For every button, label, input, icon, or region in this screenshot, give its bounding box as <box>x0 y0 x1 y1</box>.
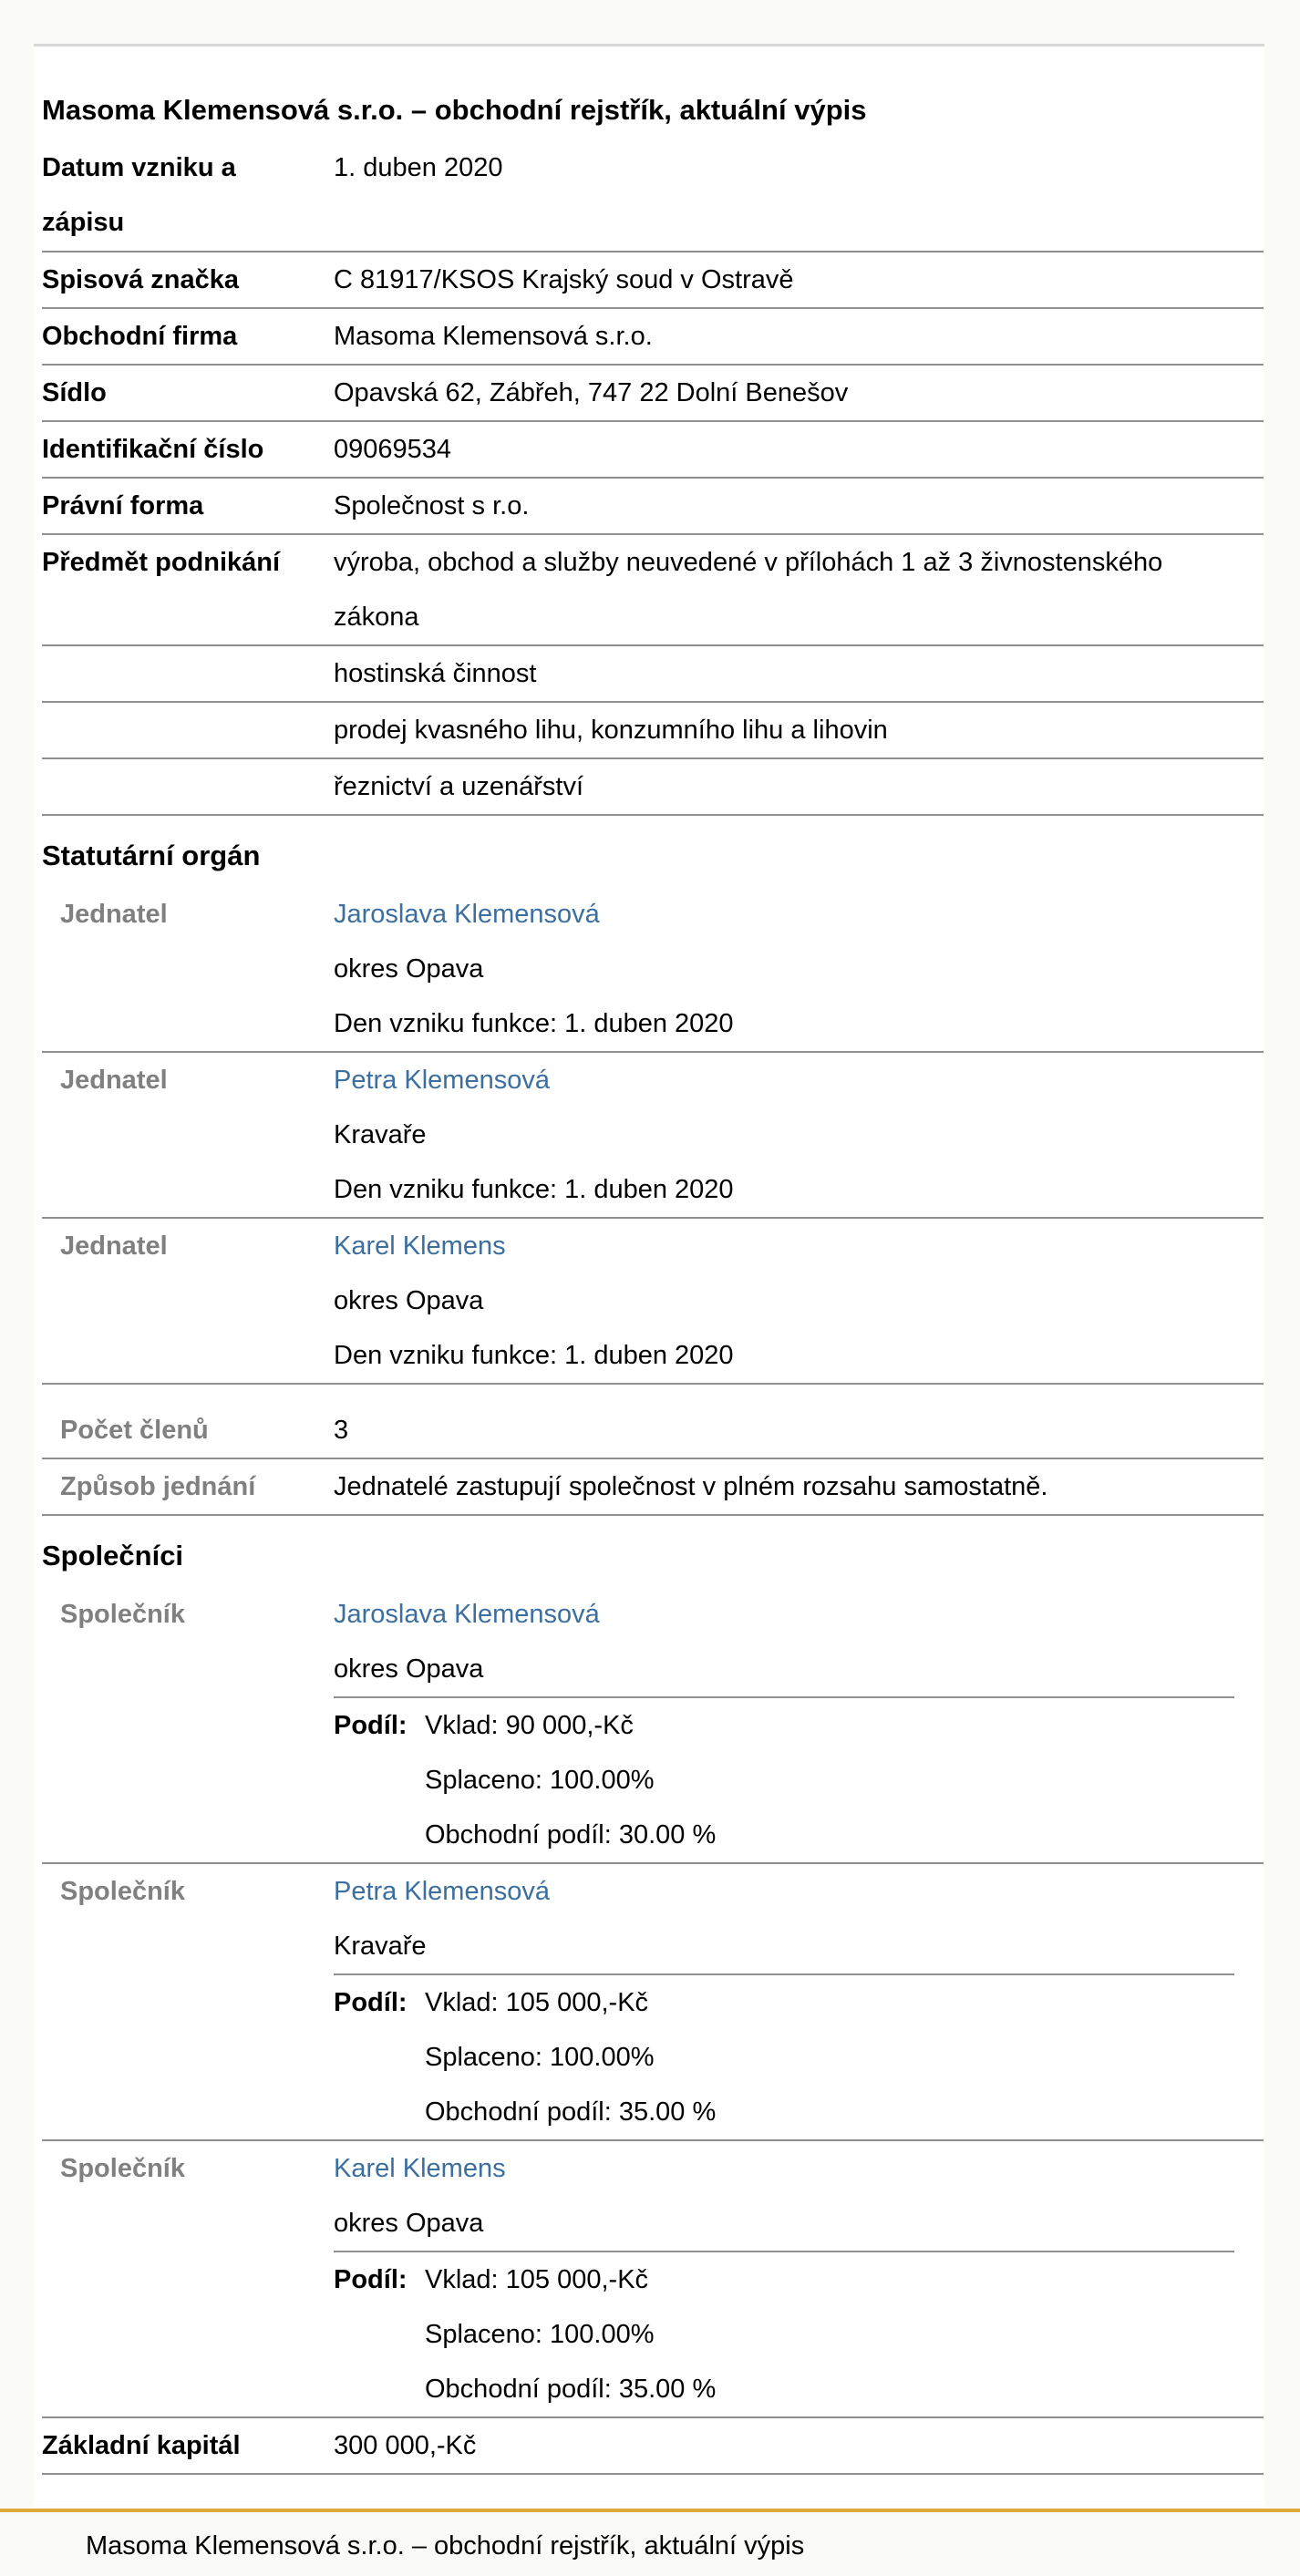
vklad-value: Vklad: 90 000,-Kč <box>425 1711 634 1740</box>
jednatel-since: Den vzniku funkce: 1. duben 2020 <box>334 1009 734 1038</box>
sidlo-value: Opavská 62, Zábřeh, 747 22 Dolní Benešov <box>334 378 849 407</box>
divider <box>42 2139 1264 2141</box>
predmet-item: výroba, obchod a služby neuvedené v přílohách 1 až 3 živnostenského <box>334 548 1163 577</box>
divider <box>42 477 1264 479</box>
predmet-item: prodej kvasného lihu, konzumního lihu a lihovin <box>334 716 888 745</box>
divider <box>42 1514 1264 1516</box>
pocet-value: 3 <box>334 1416 349 1445</box>
page-title: Masoma Klemensová s.r.o. – obchodní rejstřík, aktuální výpis <box>42 94 867 126</box>
predmet-item: řeznictví a uzenářství <box>334 772 583 801</box>
spolecnik-place: okres Opava <box>334 1654 484 1684</box>
divider <box>42 814 1264 816</box>
obchodni-podil-value: Obchodní podíl: 35.00 % <box>425 2375 717 2404</box>
forma-label: Právní forma <box>42 491 204 520</box>
footer-text: Masoma Klemensová s.r.o. – obchodní rejstřík, aktuální výpis <box>86 2531 805 2561</box>
jednatel-name-link[interactable]: Petra Klemensová <box>334 1066 550 1095</box>
datum-label-1: Datum vzniku a <box>42 153 236 182</box>
jednatel-name-link[interactable]: Karel Klemens <box>334 1231 506 1261</box>
divider <box>42 2473 1264 2475</box>
spisova-label: Spisová značka <box>42 265 239 294</box>
pocet-label: Počet členů <box>60 1416 209 1445</box>
vklad-value: Vklad: 105 000,-Kč <box>425 2265 649 2294</box>
spolecnik-label: Společník <box>60 1877 185 1906</box>
datum-value: 1. duben 2020 <box>334 153 503 182</box>
footer-divider <box>0 2509 1300 2512</box>
divider <box>42 757 1264 759</box>
spolecnik-place: Kravaře <box>334 1932 427 1961</box>
splaceno-value: Splaceno: 100.00% <box>425 2043 655 2072</box>
firma-value: Masoma Klemensová s.r.o. <box>334 322 653 351</box>
jednatel-since: Den vzniku funkce: 1. duben 2020 <box>334 1341 734 1370</box>
kapital-value: 300 000,-Kč <box>334 2431 477 2460</box>
podil-label: Podíl: <box>334 2265 408 2294</box>
spisova-value: C 81917/KSOS Krajský soud v Ostravě <box>334 265 794 294</box>
spolecnik-name-link[interactable]: Jaroslava Klemensová <box>334 1600 600 1629</box>
jednatel-place: okres Opava <box>334 954 484 984</box>
sidlo-label: Sídlo <box>42 378 107 407</box>
splaceno-value: Splaceno: 100.00% <box>425 1766 655 1795</box>
section-heading-spolecnici: Společníci <box>42 1540 184 1571</box>
vklad-value: Vklad: 105 000,-Kč <box>425 1988 649 2017</box>
jednatel-name-link[interactable]: Jaroslava Klemensová <box>334 900 600 929</box>
obchodni-podil-value: Obchodní podíl: 35.00 % <box>425 2097 717 2127</box>
obchodni-podil-value: Obchodní podíl: 30.00 % <box>425 1820 717 1850</box>
divider <box>42 1217 1264 1219</box>
spolecnik-name-link[interactable]: Petra Klemensová <box>334 1877 550 1906</box>
zpusob-label: Způsob jednání <box>60 1472 256 1501</box>
ic-label: Identifikační číslo <box>42 435 264 464</box>
divider <box>42 1051 1264 1053</box>
zpusob-value: Jednatelé zastupují společnost v plném rozsahu samostatně. <box>334 1472 1048 1501</box>
datum-label-2: zápisu <box>42 208 125 237</box>
splaceno-value: Splaceno: 100.00% <box>425 2320 655 2349</box>
jednatel-label: Jednatel <box>60 1231 168 1261</box>
divider <box>42 1383 1264 1385</box>
kapital-label: Základní kapitál <box>42 2431 241 2460</box>
divider <box>42 644 1264 646</box>
spolecnik-label: Společník <box>60 2154 185 2183</box>
forma-value: Společnost s r.o. <box>334 491 530 520</box>
podil-label: Podíl: <box>334 1711 408 1740</box>
predmet-item: zákona <box>334 603 419 632</box>
ic-value: 09069534 <box>334 435 452 464</box>
section-heading-statutarni: Statutární orgán <box>42 840 261 871</box>
jednatel-place: okres Opava <box>334 1286 484 1315</box>
predmet-label: Předmět podnikání <box>42 548 281 577</box>
jednatel-label: Jednatel <box>60 900 168 929</box>
spolecnik-place: okres Opava <box>334 2209 484 2238</box>
podil-label: Podíl: <box>334 1988 408 2017</box>
jednatel-place: Kravaře <box>334 1120 427 1149</box>
jednatel-since: Den vzniku funkce: 1. duben 2020 <box>334 1175 734 1204</box>
firma-label: Obchodní firma <box>42 322 238 351</box>
jednatel-label: Jednatel <box>60 1066 168 1095</box>
predmet-item: hostinská činnost <box>334 659 537 688</box>
document-page <box>34 44 1264 2508</box>
divider <box>42 1862 1264 1864</box>
spolecnik-name-link[interactable]: Karel Klemens <box>334 2154 506 2183</box>
spolecnik-label: Společník <box>60 1600 185 1629</box>
